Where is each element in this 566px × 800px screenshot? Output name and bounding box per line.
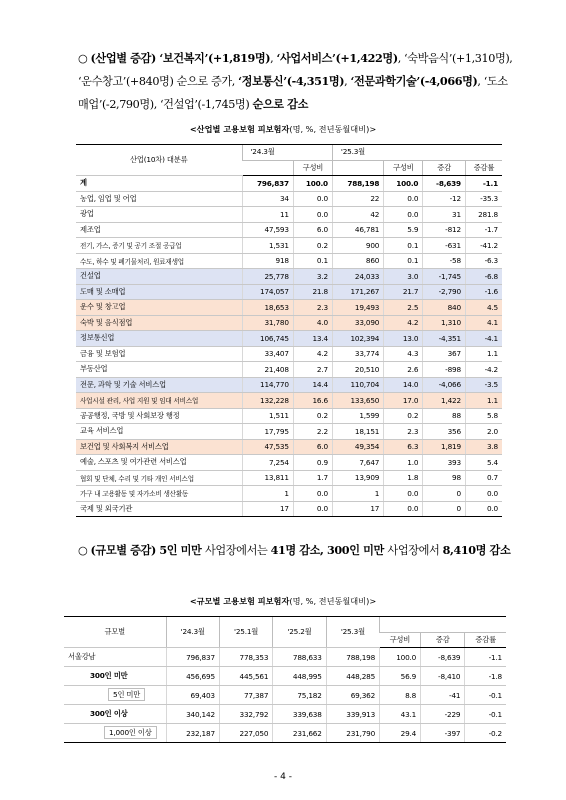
cell-value: 0.0 [465, 486, 502, 502]
table-row [76, 455, 502, 471]
cell-value: 34 [242, 191, 293, 207]
cell-value: 13.4 [293, 331, 332, 347]
cell-value: 3.8 [465, 439, 502, 455]
cell-value: 1 [332, 486, 383, 502]
cell-value: 445,561 [219, 667, 272, 686]
table-row [76, 486, 502, 502]
bullet-marker: ○ [78, 52, 91, 65]
cell-value: 17,795 [242, 424, 293, 440]
table-row [76, 191, 502, 207]
bullet-text: ‘보건복지’(+1,819명) [159, 51, 271, 65]
cell-value: 3.0 [384, 269, 423, 285]
cell-value: 47,593 [242, 222, 293, 238]
table-row [76, 501, 502, 517]
cell-value: -12 [423, 191, 466, 207]
cell-value: 29.4 [380, 724, 421, 743]
row-label: 보건업 및 사회복지 서비스업 [76, 439, 242, 455]
cell-value: 4.3 [384, 346, 423, 362]
bullet-text: , [344, 75, 351, 88]
cell-value: -6.8 [465, 269, 502, 285]
cell-value: -8,639 [423, 176, 466, 192]
cell-value: 20,510 [332, 362, 383, 378]
cell-value: 0 [423, 501, 466, 517]
th-share-2503: 구성비 [384, 160, 423, 176]
cell-value: 860 [332, 253, 383, 269]
row-label: 농업, 임업 및 어업 [76, 191, 242, 207]
table-row [64, 724, 506, 743]
cell-value: -631 [423, 238, 466, 254]
cell-value: 2.6 [384, 362, 423, 378]
bullet-text: , ‘숙박음식’(+1,310명), ‘운수창고’(+840명) 순으로 증가, [78, 52, 513, 88]
cell-value: -8,410 [421, 667, 465, 686]
cell-value: 102,394 [332, 331, 383, 347]
cell-value: 88 [423, 408, 466, 424]
row-label: 정보통신업 [76, 331, 242, 347]
row-label: 예술, 스포츠 및 여가관련 서비스업 [76, 455, 242, 471]
bullet-size [78, 539, 518, 562]
cell-value: 0 [423, 486, 466, 502]
table2-caption-unit: (명, %, 전년동월대비)> [289, 596, 377, 606]
row-label [64, 686, 166, 705]
row-label: 제조업 [76, 222, 242, 238]
cell-value: 0.0 [384, 501, 423, 517]
cell-value: 231,662 [273, 724, 326, 743]
cell-value: -0.2 [465, 724, 506, 743]
cell-value: 0.0 [384, 207, 423, 223]
cell-value: 2.7 [293, 362, 332, 378]
cell-value: 47,535 [242, 439, 293, 455]
cell-value: 17 [242, 501, 293, 517]
cell-value: -58 [423, 253, 466, 269]
cell-value: 2.3 [384, 424, 423, 440]
bullet-marker: ○ [78, 544, 91, 557]
th-share-2403: 구성비 [293, 160, 332, 176]
th-rate: 증감률 [465, 160, 502, 176]
cell-value: 14.0 [384, 377, 423, 393]
table-row [76, 176, 502, 192]
table1-caption [0, 124, 566, 135]
table-row [76, 393, 502, 409]
row-label: 가구 내 고용활동 및 자가소비 생산활동 [76, 486, 242, 502]
cell-value: 340,142 [166, 705, 219, 724]
cell-value: 339,913 [326, 705, 379, 724]
row-label: 부동산업 [76, 362, 242, 378]
table-row [64, 686, 506, 705]
row-label-text: 서울강남 [68, 652, 96, 661]
cell-value: 0.2 [293, 408, 332, 424]
cell-value: -1.8 [465, 667, 506, 686]
table-row [76, 362, 502, 378]
cell-value: 0.2 [293, 238, 332, 254]
cell-value: -4,066 [423, 377, 466, 393]
cell-value: 133,650 [332, 393, 383, 409]
cell-value: 31,780 [242, 315, 293, 331]
table-row [76, 408, 502, 424]
bullet-text: 사업장에서는 [204, 544, 271, 557]
cell-value: 100.0 [384, 176, 423, 192]
table2-caption [0, 596, 566, 607]
cell-value: 788,198 [332, 176, 383, 192]
cell-value: 788,198 [326, 648, 379, 667]
cell-value: 0.9 [293, 455, 332, 471]
cell-value: 281.8 [465, 207, 502, 223]
cell-value: -41 [421, 686, 465, 705]
row-label: 금융 및 보험업 [76, 346, 242, 362]
cell-value: 11 [242, 207, 293, 223]
cell-value: -8,639 [421, 648, 465, 667]
cell-value: 100.0 [380, 648, 421, 667]
cell-value: 6.0 [293, 222, 332, 238]
cell-value: 114,770 [242, 377, 293, 393]
bullet-text: 8,410명 감소 [442, 543, 511, 557]
row-label-text: 1,000인 이상 [104, 726, 157, 739]
table-row [76, 424, 502, 440]
cell-value: -397 [421, 724, 465, 743]
th-blank [332, 160, 383, 176]
cell-value: 367 [423, 346, 466, 362]
cell-value: 100.0 [293, 176, 332, 192]
cell-value: -0.1 [465, 686, 506, 705]
row-label: 광업 [76, 207, 242, 223]
cell-value: 0.7 [465, 470, 502, 486]
table-row [76, 300, 502, 316]
row-label [64, 705, 166, 724]
cell-value: 900 [332, 238, 383, 254]
cell-value: -1.7 [465, 222, 502, 238]
table-row [76, 238, 502, 254]
cell-value: 788,633 [273, 648, 326, 667]
cell-value: -0.1 [465, 705, 506, 724]
table-row [64, 705, 506, 724]
cell-value: 43.1 [380, 705, 421, 724]
row-label-text: 300인 미만 [90, 671, 128, 680]
th-change: 증감 [421, 632, 465, 648]
table-row [76, 207, 502, 223]
cell-value: 4.2 [293, 346, 332, 362]
cell-value: 339,638 [273, 705, 326, 724]
row-label: 건설업 [76, 269, 242, 285]
cell-value: -898 [423, 362, 466, 378]
cell-value: 106,745 [242, 331, 293, 347]
th-rate: 증감률 [465, 632, 506, 648]
cell-value: 8.8 [380, 686, 421, 705]
cell-value: 174,057 [242, 284, 293, 300]
table-row [64, 648, 506, 667]
th-2502: '25.2월 [273, 617, 326, 648]
table-row [76, 284, 502, 300]
cell-value: 17.0 [384, 393, 423, 409]
cell-value: 18,653 [242, 300, 293, 316]
row-label: 국제 및 외국기관 [76, 501, 242, 517]
cell-value: 18,151 [332, 424, 383, 440]
row-label: 협회 및 단체, 수리 및 기타 개인 서비스업 [76, 470, 242, 486]
cell-value: 2.2 [293, 424, 332, 440]
cell-value: 227,050 [219, 724, 272, 743]
cell-value: 1 [242, 486, 293, 502]
cell-value: -812 [423, 222, 466, 238]
cell-value: 1.0 [384, 455, 423, 471]
table-row [76, 222, 502, 238]
industry-table-body [76, 176, 502, 517]
cell-value: 0.0 [293, 191, 332, 207]
bullet-text: , [270, 52, 277, 65]
th-blank [242, 160, 293, 176]
row-label-text: 300인 이상 [90, 709, 128, 718]
row-label: 수도, 하수 및 폐기물처리, 원료재생업 [76, 253, 242, 269]
cell-value: 2.3 [293, 300, 332, 316]
cell-value: 1,422 [423, 393, 466, 409]
cell-value: 796,837 [166, 648, 219, 667]
table-row [76, 269, 502, 285]
row-label: 도매 및 소매업 [76, 284, 242, 300]
cell-value: 98 [423, 470, 466, 486]
cell-value: 796,837 [242, 176, 293, 192]
cell-value: 0.0 [384, 486, 423, 502]
cell-value: -1,745 [423, 269, 466, 285]
bullet-industry [78, 47, 518, 116]
cell-value: 4.2 [384, 315, 423, 331]
cell-value: 393 [423, 455, 466, 471]
cell-value: 1.1 [465, 346, 502, 362]
bullet-text: 사업장에서 [387, 544, 443, 557]
cell-value: -2,790 [423, 284, 466, 300]
cell-value: 6.0 [293, 439, 332, 455]
bullet-text: (산업별 증감) [90, 51, 160, 65]
cell-value: 4.5 [465, 300, 502, 316]
table-row [76, 470, 502, 486]
cell-value: 6.3 [384, 439, 423, 455]
page-number: - 4 - [274, 772, 292, 782]
cell-value: 332,792 [219, 705, 272, 724]
cell-value: 456,695 [166, 667, 219, 686]
cell-value: 33,774 [332, 346, 383, 362]
row-label: 전문, 과학 및 기술 서비스업 [76, 377, 242, 393]
bullet-text: ‘전문과학기술’(-4,066명) [350, 74, 478, 88]
th-share: 구성비 [380, 632, 421, 648]
cell-value: 778,353 [219, 648, 272, 667]
cell-value: 13,909 [332, 470, 383, 486]
cell-value: 42 [332, 207, 383, 223]
th-change: 증감 [423, 160, 466, 176]
cell-value: 31 [423, 207, 466, 223]
row-label: 계 [76, 176, 242, 192]
table-row [76, 377, 502, 393]
bullet-text: 순으로 감소 [252, 97, 308, 111]
cell-value: 232,187 [166, 724, 219, 743]
row-label [64, 667, 166, 686]
cell-value: 1.7 [293, 470, 332, 486]
row-label: 사업시설 관리, 사업 지원 및 임대 서비스업 [76, 393, 242, 409]
bullet-text: ‘사업서비스’(+1,422명) [276, 51, 398, 65]
table-row [64, 667, 506, 686]
cell-value: 1.1 [465, 393, 502, 409]
cell-value: 22 [332, 191, 383, 207]
cell-value: 0.1 [384, 238, 423, 254]
row-label: 숙박 및 음식점업 [76, 315, 242, 331]
cell-value: 0.0 [293, 501, 332, 517]
cell-value: 7,254 [242, 455, 293, 471]
bullet-text: 41명 감소, 300인 미만 [270, 543, 388, 557]
cell-value: -1.1 [465, 176, 502, 192]
row-label: 운수 및 창고업 [76, 300, 242, 316]
th-size: 규모별 [64, 617, 166, 648]
cell-value: 3.2 [293, 269, 332, 285]
cell-value: 13,811 [242, 470, 293, 486]
cell-value: -4,351 [423, 331, 466, 347]
cell-value: -4.1 [465, 331, 502, 347]
cell-value: 0.0 [384, 191, 423, 207]
th-2403: '24.3월 [166, 617, 219, 648]
bullet-text: , ‘도소매업’(-2,790명), ‘건설업’(-1,745명) [78, 75, 508, 111]
cell-value: 21.7 [384, 284, 423, 300]
th-2501: '25.1월 [219, 617, 272, 648]
cell-value: 0.0 [293, 486, 332, 502]
cell-value: 1,511 [242, 408, 293, 424]
table1-caption-unit: (명, %, 전년동월대비)> [289, 124, 377, 134]
cell-value: 16.6 [293, 393, 332, 409]
cell-value: -41.2 [465, 238, 502, 254]
cell-value: 7,647 [332, 455, 383, 471]
cell-value: 1,819 [423, 439, 466, 455]
cell-value: 2.5 [384, 300, 423, 316]
cell-value: 0.2 [384, 408, 423, 424]
table-row [76, 331, 502, 347]
row-label: 공공행정, 국방 및 사회보장 행정 [76, 408, 242, 424]
th-2403: '24.3월 [242, 145, 332, 161]
bullet-text: 5인 미만 [159, 543, 205, 557]
cell-value: 1,599 [332, 408, 383, 424]
cell-value: 0.0 [293, 207, 332, 223]
row-label: 교육 서비스업 [76, 424, 242, 440]
cell-value: 24,033 [332, 269, 383, 285]
row-label-text: 5인 미만 [108, 688, 145, 701]
cell-value: 1,531 [242, 238, 293, 254]
cell-value: 448,285 [326, 667, 379, 686]
cell-value: 0.1 [384, 253, 423, 269]
cell-value: -35.3 [465, 191, 502, 207]
cell-value: 19,493 [332, 300, 383, 316]
cell-value: 4.0 [293, 315, 332, 331]
size-table-body [64, 648, 506, 743]
table-row [76, 315, 502, 331]
table-row [76, 253, 502, 269]
cell-value: 1,310 [423, 315, 466, 331]
cell-value: 840 [423, 300, 466, 316]
cell-value: 33,090 [332, 315, 383, 331]
cell-value: 448,995 [273, 667, 326, 686]
cell-value: 356 [423, 424, 466, 440]
cell-value: 56.9 [380, 667, 421, 686]
cell-value: 2.0 [465, 424, 502, 440]
cell-value: 17 [332, 501, 383, 517]
row-label [64, 724, 166, 743]
cell-value: 171,267 [332, 284, 383, 300]
cell-value: -229 [421, 705, 465, 724]
cell-value: 25,778 [242, 269, 293, 285]
cell-value: -1.6 [465, 284, 502, 300]
table-row [76, 439, 502, 455]
cell-value: 49,354 [332, 439, 383, 455]
th-category: 산업(10차) 대분류 [76, 145, 242, 176]
th-2503: '25.3월 [332, 145, 502, 161]
cell-value: 1.8 [384, 470, 423, 486]
cell-value: -3.5 [465, 377, 502, 393]
bullet-text: (규모별 증감) [90, 543, 160, 557]
cell-value: -1.1 [465, 648, 506, 667]
cell-value: 77,387 [219, 686, 272, 705]
cell-value: 69,362 [326, 686, 379, 705]
cell-value: 21,408 [242, 362, 293, 378]
cell-value: -4.2 [465, 362, 502, 378]
row-label [64, 648, 166, 667]
cell-value: 5.8 [465, 408, 502, 424]
cell-value: 0.1 [293, 253, 332, 269]
cell-value: 69,403 [166, 686, 219, 705]
row-label: 전기, 가스, 증기 및 공기 조절 공급업 [76, 238, 242, 254]
cell-value: 75,182 [273, 686, 326, 705]
cell-value: 5.9 [384, 222, 423, 238]
th-2503: '25.3월 [326, 617, 379, 648]
bullet-text: ‘정보통신’(-4,351명) [238, 74, 345, 88]
cell-value: 231,790 [326, 724, 379, 743]
cell-value: -6.3 [465, 253, 502, 269]
cell-value: 4.1 [465, 315, 502, 331]
cell-value: 132,228 [242, 393, 293, 409]
cell-value: 14.4 [293, 377, 332, 393]
size-table [64, 616, 506, 743]
cell-value: 0.0 [465, 501, 502, 517]
cell-value: 5.4 [465, 455, 502, 471]
table2-caption-title: <규모별 고용보험 피보험자 [189, 596, 290, 606]
th-blank [380, 617, 506, 633]
industry-table [76, 144, 502, 517]
cell-value: 21.8 [293, 284, 332, 300]
table1-caption-title: <산업별 고용보험 피보험자 [189, 124, 290, 134]
cell-value: 46,781 [332, 222, 383, 238]
cell-value: 13.0 [384, 331, 423, 347]
cell-value: 33,407 [242, 346, 293, 362]
cell-value: 110,704 [332, 377, 383, 393]
table-row [76, 346, 502, 362]
cell-value: 918 [242, 253, 293, 269]
